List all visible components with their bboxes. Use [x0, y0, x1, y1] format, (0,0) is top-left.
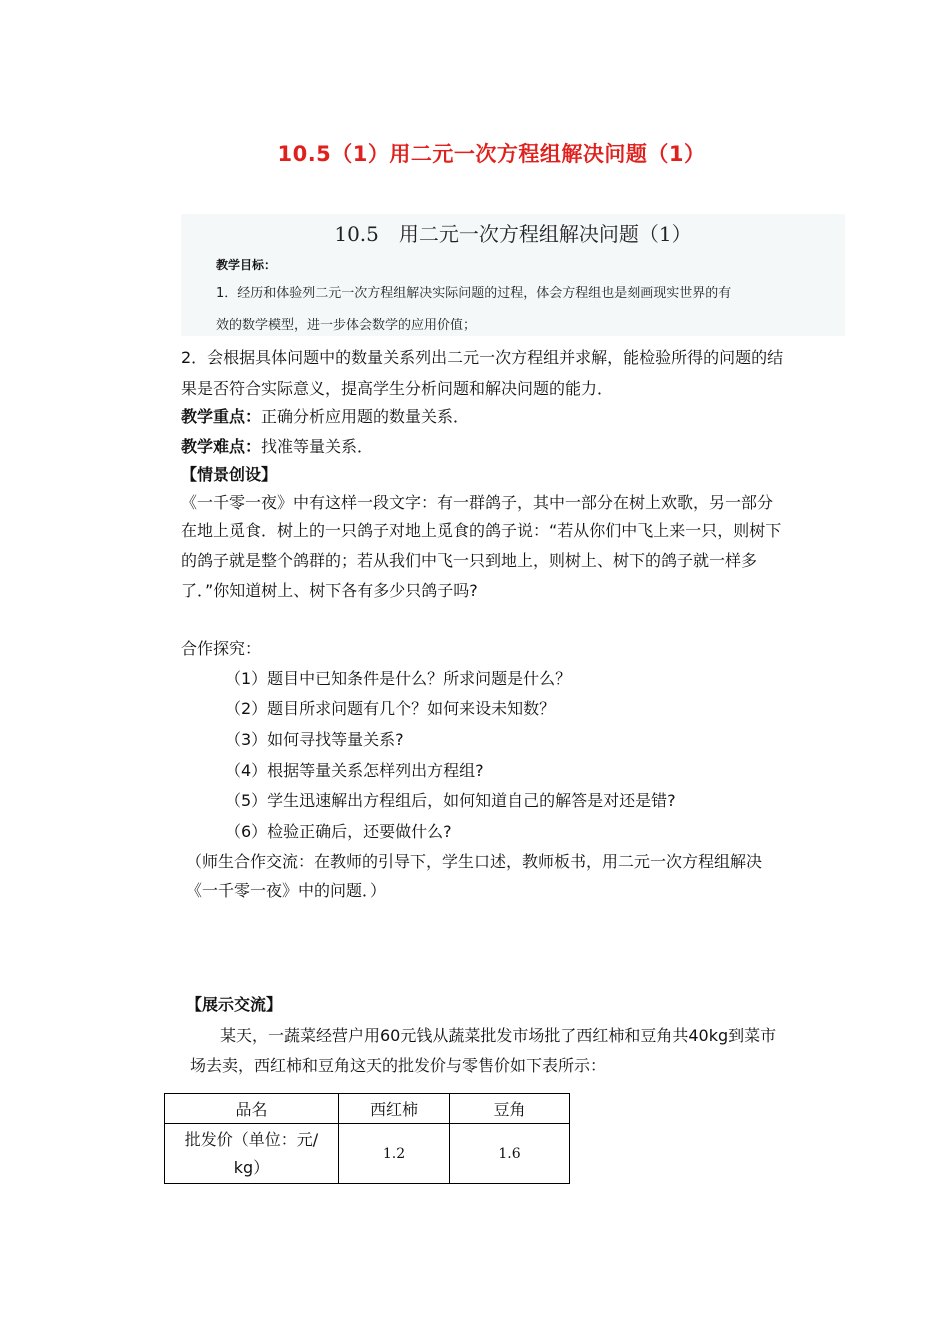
question-item: （1）题目中已知条件是什么？所求问题是什么？ [225, 669, 572, 688]
show-line: 某天，一蔬菜经营户用60元钱从蔬菜批发市场批了西红柿和豆角共40kg到菜市 [220, 1026, 777, 1045]
scene-heading: 【情景创设】 [181, 465, 278, 484]
table-header-row [165, 1094, 570, 1124]
price-table [164, 1093, 570, 1184]
table-row [165, 1124, 570, 1184]
scene-line: 了．”你知道树上、树下各有多少只鸽子吗? [181, 581, 478, 600]
table-header-cell: 西红柿 [339, 1094, 450, 1124]
scene-line: 《一千零一夜》中有这样一段文字：有一群鸽子，其中一部分在树上欢歌，另一部分 [181, 493, 774, 512]
question-item: （2）题目所求问题有几个？如何来设未知数？ [225, 699, 556, 718]
difficulty-text: 找准等量关系． [261, 437, 374, 456]
difficulty-label: 教学难点： [181, 437, 262, 456]
embedded-subtitle: 10.5 用二元一次方程组解决问题（1） [334, 222, 692, 246]
question-item: （3）如何寻找等量关系? [225, 730, 404, 749]
page-title: 10.5（1）用二元一次方程组解决问题（1） [277, 142, 706, 166]
goal-label: 教学目标： [216, 258, 277, 272]
note-line: 《一千零一夜》中的问题．） [186, 881, 387, 900]
table-row-label [165, 1124, 339, 1184]
goal-1-line-b: 效的数学模型，进一步体会数学的应用价值； [216, 318, 477, 333]
question-item: （5）学生迅速解出方程组后，如何知道自己的解答是对还是错? [225, 791, 676, 810]
note-line: （师生合作交流：在教师的引导下，学生口述，教师板书，用二元一次方程组解决 [186, 852, 763, 871]
question-item: （4）根据等量关系怎样列出方程组? [225, 761, 484, 780]
question-item: （6）检验正确后，还要做什么? [225, 822, 452, 841]
table-cell: 1.2 [339, 1124, 450, 1184]
difficulty-point [181, 434, 373, 457]
key-point [181, 404, 469, 427]
goal-2-line-b: 果是否符合实际意义，提高学生分析问题和解决问题的能力． [181, 379, 614, 398]
cooperation-label: 合作探究： [181, 639, 262, 658]
key-point-text: 正确分析应用题的数量关系． [261, 407, 470, 426]
goal-1-line-a: 1．经历和体验列二元一次方程组解决实际问题的过程，体会方程组也是刻画现实世界的有 [216, 286, 732, 301]
show-line: 场去卖，西红柿和豆角这天的批发价与零售价如下表所示： [190, 1056, 607, 1075]
table-header-cell: 豆角 [450, 1094, 570, 1124]
row-label-line-a: 批发价（单位：元/ [184, 1129, 319, 1149]
table-header-cell: 品名 [165, 1094, 339, 1124]
key-point-label: 教学重点： [181, 407, 262, 426]
goal-2-line-a: 2．会根据具体问题中的数量关系列出二元一次方程组并求解，能检验所得的问题的结 [181, 348, 784, 367]
scene-line: 在地上觅食．树上的一只鸽子对地上觅食的鸽子说：“若从你们中飞上来一只，则树下 [181, 521, 782, 540]
row-label-line-b: kg） [233, 1157, 270, 1177]
show-heading: 【展示交流】 [186, 995, 283, 1014]
table-cell: 1.6 [450, 1124, 570, 1184]
scene-line: 的鸽子就是整个鸽群的；若从我们中飞一只到地上，则树上、树下的鸽子就一样多 [181, 551, 758, 570]
embedded-objectives-image [181, 214, 845, 336]
